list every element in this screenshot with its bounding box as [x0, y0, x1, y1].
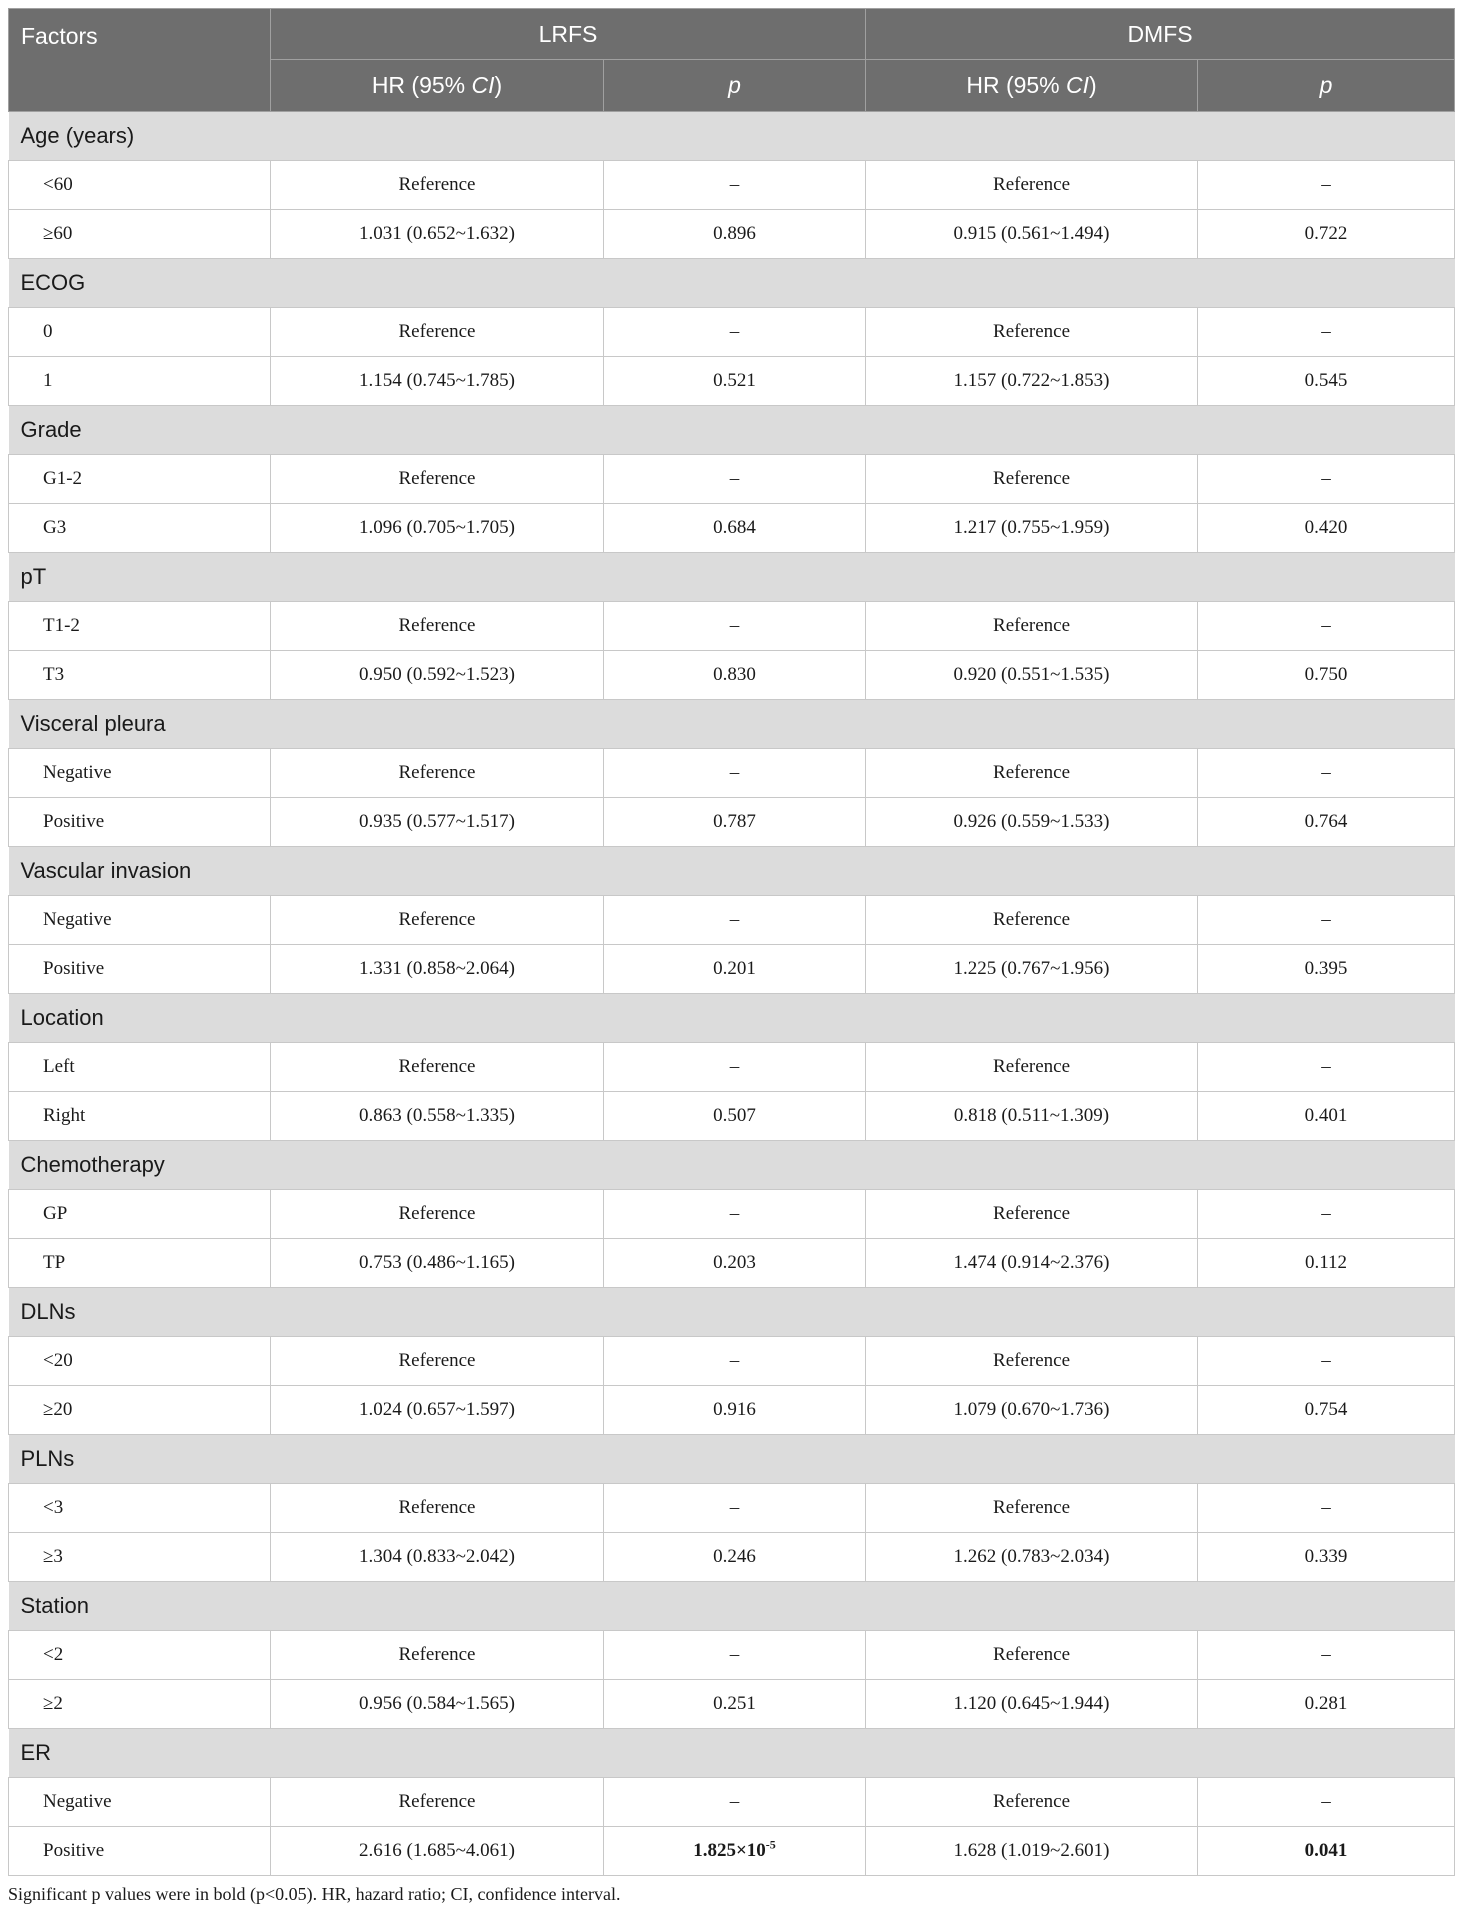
dmfs-hr-cell: 1.157 (0.722~1.853)	[866, 357, 1198, 406]
lrfs-p-cell: 0.787	[604, 798, 866, 847]
group-row	[9, 1141, 1455, 1190]
dmfs-p-cell: 0.750	[1198, 651, 1455, 700]
table-wrapper	[8, 8, 1454, 1905]
dmfs-p-cell: –	[1198, 1631, 1455, 1680]
level-cell: Positive	[9, 945, 271, 994]
table-row	[9, 455, 1455, 504]
table-header	[9, 9, 1455, 112]
table-row	[9, 308, 1455, 357]
table-body	[9, 112, 1455, 1876]
level-cell: T1-2	[9, 602, 271, 651]
dmfs-hr-cell: 0.915 (0.561~1.494)	[866, 210, 1198, 259]
dmfs-p-cell: –	[1198, 308, 1455, 357]
lrfs-p-cell: 0.246	[604, 1533, 866, 1582]
lrfs-p-cell: 0.830	[604, 651, 866, 700]
group-label: ECOG	[9, 259, 1455, 308]
lrfs-hr-cell: Reference	[271, 1631, 604, 1680]
dmfs-hr-cell: 1.474 (0.914~2.376)	[866, 1239, 1198, 1288]
level-cell: Negative	[9, 1778, 271, 1827]
lrfs-p-header: p	[604, 60, 866, 112]
level-cell: Positive	[9, 798, 271, 847]
lrfs-p-cell: –	[604, 308, 866, 357]
table-row	[9, 1778, 1455, 1827]
lrfs-p-cell: –	[604, 896, 866, 945]
lrfs-hr-cell: Reference	[271, 1190, 604, 1239]
level-cell: GP	[9, 1190, 271, 1239]
lrfs-hr-cell: Reference	[271, 161, 604, 210]
level-cell: Right	[9, 1092, 271, 1141]
lrfs-p-cell: –	[604, 1190, 866, 1239]
dmfs-p-cell: –	[1198, 1484, 1455, 1533]
dmfs-p-cell: –	[1198, 896, 1455, 945]
table-row	[9, 602, 1455, 651]
lrfs-p-cell: –	[604, 1631, 866, 1680]
group-label: DLNs	[9, 1288, 1455, 1337]
level-cell: 1	[9, 357, 271, 406]
dmfs-p-cell: –	[1198, 1043, 1455, 1092]
lrfs-hr-cell: Reference	[271, 308, 604, 357]
dmfs-header: DMFS	[866, 9, 1455, 60]
group-row	[9, 553, 1455, 602]
dmfs-hr-cell: Reference	[866, 455, 1198, 504]
lrfs-p-cell: –	[604, 1778, 866, 1827]
dmfs-p-cell: 0.395	[1198, 945, 1455, 994]
table-row	[9, 1631, 1455, 1680]
table-row	[9, 161, 1455, 210]
level-cell: Negative	[9, 896, 271, 945]
level-cell: <3	[9, 1484, 271, 1533]
dmfs-p-cell: –	[1198, 1778, 1455, 1827]
level-cell: Left	[9, 1043, 271, 1092]
table-row	[9, 1827, 1455, 1876]
dmfs-p-header: p	[1198, 60, 1455, 112]
group-row	[9, 1729, 1455, 1778]
level-cell: G3	[9, 504, 271, 553]
table-row	[9, 1386, 1455, 1435]
dmfs-hr-cell: 1.120 (0.645~1.944)	[866, 1680, 1198, 1729]
dmfs-p-cell: –	[1198, 1190, 1455, 1239]
dmfs-p-cell: –	[1198, 161, 1455, 210]
lrfs-hr-cell: 0.956 (0.584~1.565)	[271, 1680, 604, 1729]
dmfs-p-cell: 0.764	[1198, 798, 1455, 847]
dmfs-hr-cell: Reference	[866, 1337, 1198, 1386]
level-cell: Positive	[9, 1827, 271, 1876]
dmfs-p-cell: –	[1198, 455, 1455, 504]
dmfs-p-cell: 0.545	[1198, 357, 1455, 406]
lrfs-p-cell: $1.825\times 10^{-5}$	[604, 1827, 866, 1876]
lrfs-hr-cell: 1.024 (0.657~1.597)	[271, 1386, 604, 1435]
lrfs-p-cell: 0.521	[604, 357, 866, 406]
dmfs-hr-cell: 1.262 (0.783~2.034)	[866, 1533, 1198, 1582]
lrfs-p-cell: 0.507	[604, 1092, 866, 1141]
level-cell: <60	[9, 161, 271, 210]
dmfs-p-cell: 0.339	[1198, 1533, 1455, 1582]
lrfs-p-cell: 0.684	[604, 504, 866, 553]
table-row	[9, 1190, 1455, 1239]
level-cell: <20	[9, 1337, 271, 1386]
table-row	[9, 1043, 1455, 1092]
level-cell: ≥2	[9, 1680, 271, 1729]
lrfs-p-cell: –	[604, 455, 866, 504]
table-row	[9, 896, 1455, 945]
dmfs-p-cell: 0.041	[1198, 1827, 1455, 1876]
group-row	[9, 406, 1455, 455]
level-cell: ≥60	[9, 210, 271, 259]
dmfs-p-cell: 0.112	[1198, 1239, 1455, 1288]
group-label: Visceral pleura	[9, 700, 1455, 749]
table-row	[9, 1680, 1455, 1729]
lrfs-p-cell: 0.201	[604, 945, 866, 994]
table-row	[9, 504, 1455, 553]
table-row	[9, 1484, 1455, 1533]
lrfs-hr-cell: 2.616 (1.685~4.061)	[271, 1827, 604, 1876]
group-label: ER	[9, 1729, 1455, 1778]
table-row	[9, 357, 1455, 406]
lrfs-p-cell: 0.916	[604, 1386, 866, 1435]
group-label: Station	[9, 1582, 1455, 1631]
lrfs-p-cell: 0.203	[604, 1239, 866, 1288]
dmfs-p-cell: –	[1198, 602, 1455, 651]
level-cell: ≥3	[9, 1533, 271, 1582]
level-cell: Negative	[9, 749, 271, 798]
dmfs-hr-cell: Reference	[866, 602, 1198, 651]
level-cell: <2	[9, 1631, 271, 1680]
table-row	[9, 1533, 1455, 1582]
lrfs-header: LRFS	[271, 9, 866, 60]
group-row	[9, 112, 1455, 161]
group-row	[9, 994, 1455, 1043]
dmfs-hr-cell: 0.920 (0.551~1.535)	[866, 651, 1198, 700]
dmfs-p-cell: 0.401	[1198, 1092, 1455, 1141]
group-row	[9, 1288, 1455, 1337]
lrfs-p-cell: 0.896	[604, 210, 866, 259]
group-label: Age (years)	[9, 112, 1455, 161]
lrfs-hr-cell: Reference	[271, 602, 604, 651]
lrfs-p-cell: –	[604, 1484, 866, 1533]
table-row	[9, 210, 1455, 259]
lrfs-hr-cell: Reference	[271, 455, 604, 504]
lrfs-p-cell: –	[604, 749, 866, 798]
lrfs-hr-cell: Reference	[271, 1337, 604, 1386]
group-row	[9, 1582, 1455, 1631]
lrfs-hr-cell: 1.154 (0.745~1.785)	[271, 357, 604, 406]
table-row	[9, 1337, 1455, 1386]
group-label: Chemotherapy	[9, 1141, 1455, 1190]
dmfs-hr-header: HR (95% CI)	[866, 60, 1198, 112]
dmfs-p-cell: –	[1198, 749, 1455, 798]
dmfs-p-cell: 0.420	[1198, 504, 1455, 553]
level-cell: T3	[9, 651, 271, 700]
group-row	[9, 259, 1455, 308]
dmfs-hr-cell: Reference	[866, 1190, 1198, 1239]
dmfs-hr-cell: 0.818 (0.511~1.309)	[866, 1092, 1198, 1141]
dmfs-hr-cell: 0.926 (0.559~1.533)	[866, 798, 1198, 847]
lrfs-hr-cell: Reference	[271, 1778, 604, 1827]
dmfs-hr-cell: Reference	[866, 1043, 1198, 1092]
lrfs-hr-cell: 1.096 (0.705~1.705)	[271, 504, 604, 553]
lrfs-p-cell: –	[604, 1337, 866, 1386]
group-row	[9, 700, 1455, 749]
group-row	[9, 847, 1455, 896]
dmfs-p-cell: 0.754	[1198, 1386, 1455, 1435]
lrfs-p-cell: 0.251	[604, 1680, 866, 1729]
dmfs-hr-cell: 1.079 (0.670~1.736)	[866, 1386, 1198, 1435]
dmfs-hr-cell: Reference	[866, 308, 1198, 357]
dmfs-hr-cell: Reference	[866, 161, 1198, 210]
level-cell: ≥20	[9, 1386, 271, 1435]
table-row	[9, 945, 1455, 994]
table-row	[9, 1092, 1455, 1141]
cox-regression-table	[8, 8, 1455, 1876]
lrfs-p-cell: –	[604, 602, 866, 651]
lrfs-hr-cell: Reference	[271, 749, 604, 798]
table-row	[9, 798, 1455, 847]
dmfs-hr-cell: Reference	[866, 1484, 1198, 1533]
dmfs-hr-cell: 1.225 (0.767~1.956)	[866, 945, 1198, 994]
lrfs-hr-cell: 1.031 (0.652~1.632)	[271, 210, 604, 259]
table-row	[9, 749, 1455, 798]
lrfs-hr-cell: Reference	[271, 896, 604, 945]
dmfs-hr-cell: Reference	[866, 749, 1198, 798]
lrfs-hr-cell: Reference	[271, 1043, 604, 1092]
dmfs-hr-cell: Reference	[866, 1778, 1198, 1827]
dmfs-hr-cell: Reference	[866, 896, 1198, 945]
lrfs-hr-cell: 0.753 (0.486~1.165)	[271, 1239, 604, 1288]
level-cell: G1-2	[9, 455, 271, 504]
lrfs-hr-cell: Reference	[271, 1484, 604, 1533]
group-label: pT	[9, 553, 1455, 602]
group-label: Grade	[9, 406, 1455, 455]
table-row	[9, 1239, 1455, 1288]
dmfs-hr-cell: Reference	[866, 1631, 1198, 1680]
dmfs-hr-cell: 1.628 (1.019~2.601)	[866, 1827, 1198, 1876]
header-row-1	[9, 9, 1455, 60]
lrfs-p-cell: –	[604, 1043, 866, 1092]
lrfs-hr-cell: 0.950 (0.592~1.523)	[271, 651, 604, 700]
lrfs-hr-cell: 1.331 (0.858~2.064)	[271, 945, 604, 994]
table-row	[9, 651, 1455, 700]
factors-header: Factors	[9, 9, 271, 112]
group-label: PLNs	[9, 1435, 1455, 1484]
lrfs-hr-header: HR (95% CI)	[271, 60, 604, 112]
level-cell: 0	[9, 308, 271, 357]
lrfs-hr-cell: 0.863 (0.558~1.335)	[271, 1092, 604, 1141]
lrfs-hr-cell: 0.935 (0.577~1.517)	[271, 798, 604, 847]
lrfs-p-cell: –	[604, 161, 866, 210]
lrfs-hr-cell: 1.304 (0.833~2.042)	[271, 1533, 604, 1582]
dmfs-hr-cell: 1.217 (0.755~1.959)	[866, 504, 1198, 553]
dmfs-p-cell: –	[1198, 1337, 1455, 1386]
level-cell: TP	[9, 1239, 271, 1288]
group-label: Location	[9, 994, 1455, 1043]
group-label: Vascular invasion	[9, 847, 1455, 896]
table-footnote: Significant p values were in bold (p<0.05). HR, hazard ratio; CI, confidence interval.	[8, 1884, 621, 1904]
group-row	[9, 1435, 1455, 1484]
dmfs-p-cell: 0.722	[1198, 210, 1455, 259]
dmfs-p-cell: 0.281	[1198, 1680, 1455, 1729]
